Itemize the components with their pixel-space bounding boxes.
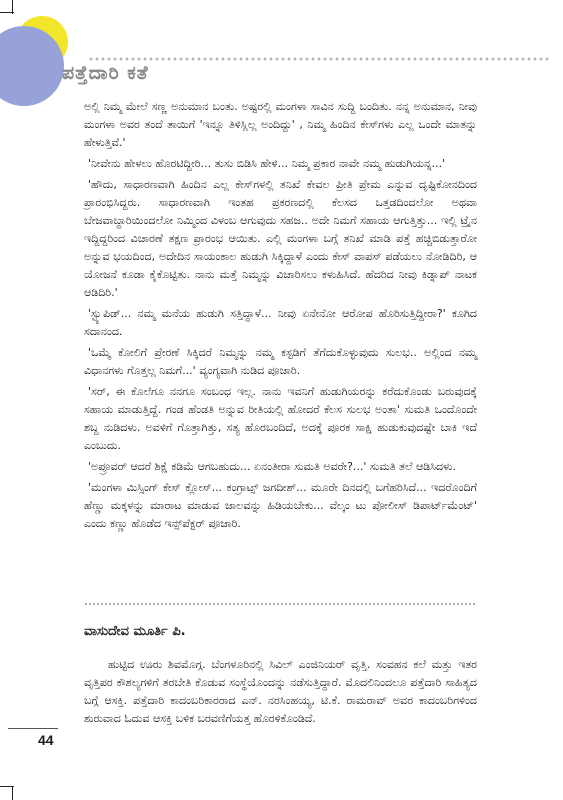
paragraph: 'ಒಮ್ಮೆ ಕೋಲಿಗೆ ಪ್ರೇರಣೆ ಸಿಕ್ಕಿದರೆ ನಿಮ್ಮನ್ನು ನಮ್ಮ ಕಸ್ಟಡಿಗೆ ತೆಗೆದುಕೊಳ್ಳುವುದು ಸುಲಭ.. ಅಲ್ಲಿಂದ ನಮ್ಮ ವಿಧಾನಗಳು ಗೊತ್ತಲ್ಲ ನಿಮಗೆ...' ವ್ಯಂಗ್ಯವಾಗಿ ನುಡಿದ ಪೂಜಾರಿ.	[84, 346, 477, 377]
crop-mark-bottom-horizontal	[0, 786, 14, 787]
paragraph: ಅಲ್ಲಿ ನಿಮ್ಮ ಮೇಲೆ ಸಣ್ಣ ಅನುಮಾನ ಬಂತು. ಅಷ್ಟರಲ್ಲಿ ಮಂಗಳಾ ಸಾವಿನ ಸುದ್ದಿ ಬಂದಿತು. ನನ್ನ ಅನುಮಾನ, ನೀವು ಮಂಗಳಾ ಅವರ ತಂದೆ ತಾಯಿಗೆ 'ಇನ್ನೂ ತಿಳಿಸ್ಲಿಲ್ಲ ಅಂದಿದ್ದು' , ನಿಮ್ಮ ಹಿಂದಿನ ಕೇಸ್‌ಗಳು ಎಲ್ಲ ಒಂದೇ ಮಾತನ್ನು ಹೇಳುತ್ತಿವೆ.'	[84, 100, 477, 149]
paragraph: 'ಮಂಗಳಾ ಮಿಸ್ಸಿಂಗ್ ಕೇಸ್ ಕ್ಲೋಸ್... ಕಂಗ್ರಾಟ್ಸ್ ಜಗದೀಶ್... ಮೂರೇ ದಿನದಲ್ಲಿ ಬಗೆಹರಿಸಿದೆ... ಇದರೊಂದಿಗೆ ಹೆಣ್ಣು ಮಕ್ಕಳನ್ನು ಮಾರಾಟ ಮಾಡುವ ಜಾಲವನ್ನು ಹಿಡಿಯಬೇಕು... ವೆಲ್ಕಂ ಟು ಪೋಲೀಸ್ ಡಿಪಾರ್ಟ್‌ಮೆಂಟ್' ಎಂದು ಕಣ್ಣು ಹೊಡೆದ ಇನ್ಸ್‌ಪೆಕ್ಟರ್ ಪೂಜಾರಿ.	[84, 481, 477, 530]
crop-mark-bottom-vertical	[12, 786, 13, 800]
paragraph: 'ಸ್ಟ್ಯುಪಿಡ್... ನಮ್ಮ ಮನೆಯ ಹುಡುಗಿ ಸತ್ತಿದ್ದಾಳೆ... ನೀವು ಏನೇನೋ ಆರೋಪ ಹೊರಿಸುತ್ತಿದ್ದೀರಾ?' ಕೂಗಿದ ಸದಾನಂದ.	[84, 307, 477, 338]
page-number: 44	[38, 732, 54, 748]
paragraph: 'ಸರ್, ಈ ಕೊಲೆಗೂ ನನಗೂ ಸಂಬಂಧ ಇಲ್ಲ. ನಾನು ಇವನಿಗೆ ಹುಡುಗಿಯರನ್ನು ಕರೆದುಕೊಂಡು ಬರುವುದಕ್ಕೆ ಸಹಾಯ ಮಾಡುತ್ತಿದ್ದೆ. ಗಂಡ ಹೆಂಡತಿ ಅನ್ನುವ ರೀತಿಯಲ್ಲಿ ಹೋದರೆ ಕೆಲಸ ಸುಲಭ ಅಂತಾ' ಸುಮತಿ ಒಂದೊಂದೇ ಶಬ್ದ ನುಡಿದಳು. ಅವಳಿಗೆ ಗೊತ್ತಾಗಿತ್ತು, ಸತ್ಯ ಹೊರಬಂದಿದೆ, ಅದಕ್ಕೆ ಪೂರಕ ಸಾಕ್ಷಿ ಹುಡುಕುವುದಷ್ಟೇ ಬಾಕಿ ಇದೆ ಎಂಬುದು.	[84, 385, 477, 452]
paragraph: 'ಹೌದು, ಸಾಧಾರಣವಾಗಿ ಹಿಂದಿನ ಎಲ್ಲ ಕೇಸ್‌ಗಳಲ್ಲಿ ತನಿಖೆ ಕೇವಲ ಪ್ರೀತಿ ಪ್ರೇಮ ಎನ್ನುವ ದೃಷ್ಟಿಕೋನದಿಂದ ಪ್ರಾರಂಭಿಸಿದ್ದರು. ಸಾಧಾರಣವಾಗಿ ಇಂತಹ ಪ್ರಕರಣದಲ್ಲಿ ಕೆಲಸದ ಒತ್ತಡದಿಂದಲೋ ಅಥವಾ ಬೇಜವಾಬ್ದಾರಿಯಿಂದಲೋ ನಿಮ್ಮಿಂದ ವಿಳಂಬ ಆಗುವುದು ಸಹಜ.. ಅದೇ ನಿಮಗೆ ಸಹಾಯ ಆಗುತ್ತಿತ್ತು... ಇಲ್ಲಿ ಟ್ರೈನ ಇದ್ದಿದ್ದರಿಂದ ವಿಚಾರಣೆ ತಕ್ಷಣ ಪ್ರಾರಂಭ ಆಯಿತು. ಎಲ್ಲಿ ಮಂಗಳಾ ಬಗ್ಗೆ ತನಿಖೆ ಮಾಡಿ ಪತ್ತೆ ಹಚ್ಚಿಬಿಡುತ್ತಾರೋ ಅನ್ನುವ ಭಯದಿಂದ, ಅದೇದಿನ ಸಾಯಂಕಾಲ ಹುಡುಗಿ ಸಿಕ್ಕಿದ್ದಾಳೆ ಎಂದು ಕೇಸ್ ವಾಪಸ್ ಪಡೆಯಲು ನೋಡಿದಿರಿ, ಆ ಯೋಜನೆ ಕೂಡಾ ಕೈಕೊಟ್ಟಿತು. ನಾನು ಮತ್ತೆ ನಿಮ್ಮನ್ನು ವಿಚಾರಿಸಲು ಕಳುಹಿಸಿದೆ. ಹೆದರಿದ ನೀವು ಕಿಡ್ನಾಪ್ ನಾಟಕ ಆಡಿದಿರಿ.'	[84, 178, 477, 299]
section-title: ಪತ್ತೆದಾರಿ ಕತೆ	[62, 62, 149, 84]
decorative-circles	[0, 0, 90, 110]
story-body	[84, 98, 477, 536]
author-bio: ಹುಟ್ಟಿದ ಊರು ಶಿವಮೊಗ್ಗ. ಬೆಂಗಳೂರಿನಲ್ಲಿ ಸಿವಿಲ್ ಎಂಜಿನಿಯರ್ ವೃತ್ತಿ. ಸಂವಹನ ಕಲೆ ಮತ್ತು ಇತರ ವೃತ್ತಿಪರ ಕೌಶಲ್ಯಗಳಿಗೆ ತರಬೇತಿ ಕೊಡುವ ಸಂಸ್ಥೆಯೊಂದನ್ನು ನಡೆಸುತ್ತಿದ್ದಾರೆ. ಮೊದಲಿನಿಂದಲೂ ಪತ್ತೆದಾರಿ ಸಾಹಿತ್ಯದ ಬಗ್ಗೆ ಆಸಕ್ತಿ. ಪತ್ತೆದಾರಿ ಕಾದಂಬರಿಕಾರರಾದ ಎನ್. ನರಸಿಂಹಯ್ಯ, ಟಿ.ಕೆ. ರಾಮರಾವ್ ಅವರ ಕಾದಂಬರಿಗಳಿಂದ ಶುರುವಾದ ಓದುವ ಆಸಕ್ತಿ ಬಳಿಕ ಬರವಣಿಗೆಯತ್ತ ಹೊರಳಿಕೊಂಡಿದೆ.	[84, 658, 477, 725]
paragraph: 'ನೀವೇನು ಹೇಳಲು ಹೊರಟಿದ್ದೀರಿ... ತುಸು ಬಿಡಿಸಿ ಹೇಳಿ... ನಿಮ್ಮ ಪ್ರಕಾರ ನಾವೇ ನಮ್ಮ ಹುಡುಗಿಯನ್ನ...'	[88, 157, 446, 170]
header-dotted-rule	[88, 57, 549, 61]
author-name: ವಾಸುದೇವ ಮೂರ್ತಿ ಪಿ.	[84, 624, 186, 639]
paragraph: 'ಅಪ್ರೂವರ್ ಆದರೆ ಶಿಕ್ಷೆ ಕಡಿಮೆ ಆಗಬಹುದು... ಏನಂತೀರಾ ಸುಮತಿ ಅವರೇ?...' ಸುಮತಿ ತಲೆ ಆಡಿಸಿದಳು.	[88, 460, 457, 473]
page-number-rule	[8, 728, 58, 729]
section-divider	[84, 603, 477, 605]
